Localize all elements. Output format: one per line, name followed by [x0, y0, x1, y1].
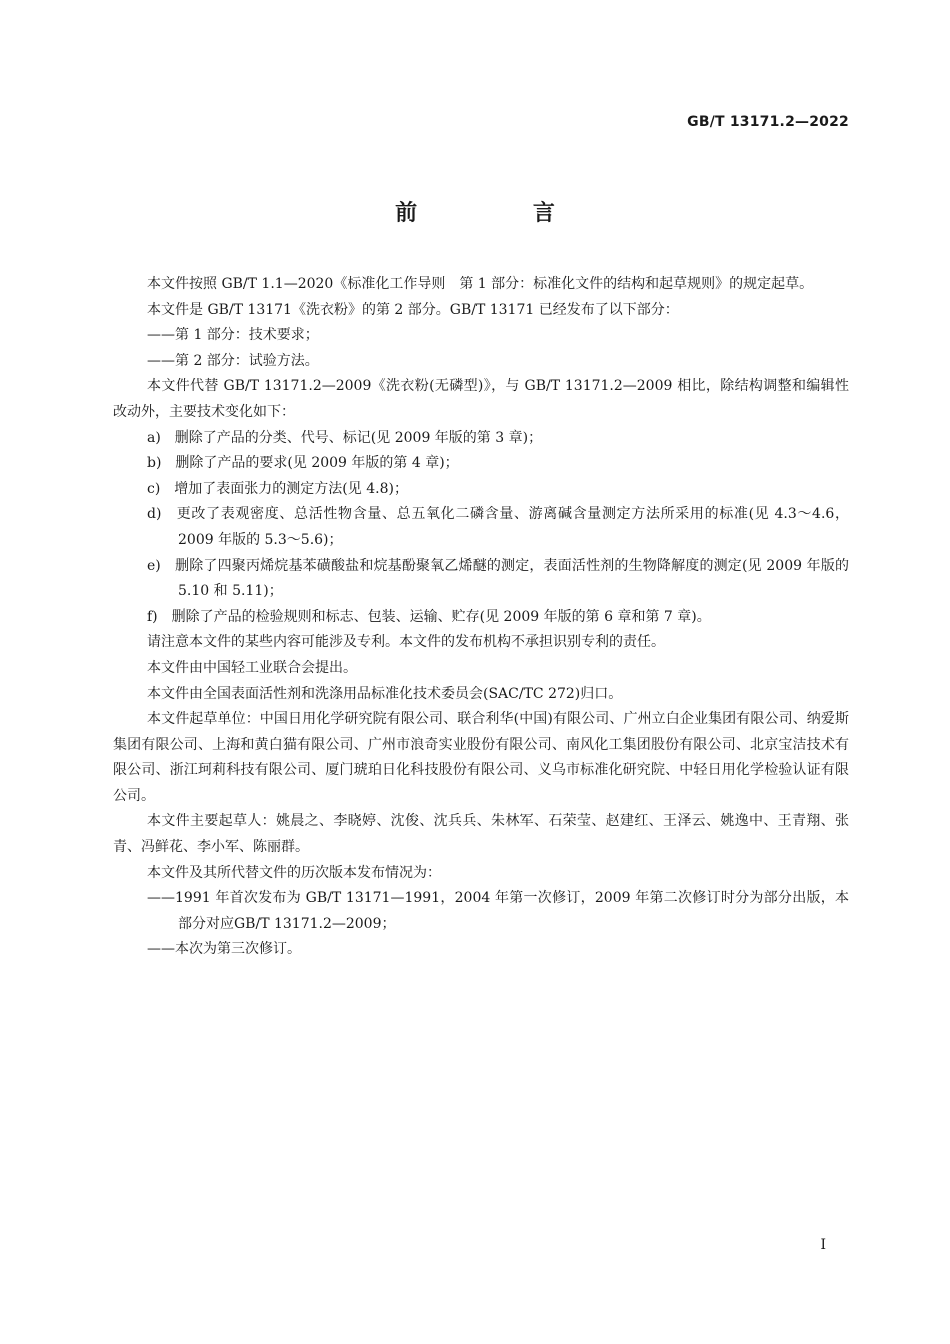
dash-item-current-revision: ——本次为第三次修订。	[147, 941, 301, 958]
paragraph-drafting-rules: 本文件按照 GB/T 1.1—2020《标准化工作导则 第 1 部分：标准化文件的结构和起草规则》的规定起草。	[147, 276, 814, 292]
paragraph-replacement: 本文件代替 GB/T 13171.2—2009《洗衣粉(无磷型)》，与 GB/T 13171.2—2009 相比，除结构调整和编辑性改动外，主要技术变化如下：	[113, 378, 849, 420]
list-item-e: e) 删除了四聚丙烯烷基苯磺酸盐和烷基酚聚氧乙烯醚的测定，表面活性剂的生物降解度的测定(见 2009 年版的 5.10 和 5.11)；	[147, 557, 849, 600]
page-title: 前 言	[395, 201, 609, 226]
page-number: I	[820, 1237, 826, 1253]
paragraph-proposer: 本文件由中国轻工业联合会提出。	[147, 659, 357, 676]
paragraph-history-intro: 本文件及其所代替文件的历次版本发布情况为：	[147, 864, 441, 881]
paragraph-drafters: 本文件主要起草人：姚晨之、李晓婷、沈俊、沈兵兵、朱林军、石荣莹、赵建红、王泽云、姚逸中、王青翔、张青、冯鲜花、李小军、陈丽群。	[113, 813, 849, 856]
document-body	[113, 272, 849, 963]
list-item-c: c) 增加了表面张力的测定方法(见 4.8)；	[147, 480, 408, 497]
list-item-f: f) 删除了产品的检验规则和标志、包装、运输、贮存(见 2009 年版的第 6 章和第 7 章)。	[147, 608, 711, 625]
standard-code: GB/T 13171.2—2022	[687, 114, 849, 130]
dash-item-part2: ——第 2 部分：试验方法。	[147, 352, 319, 369]
list-item-a: a) 删除了产品的分类、代号、标记(见 2009 年版的第 3 章)；	[147, 429, 543, 446]
paragraph-patent-notice: 请注意本文件的某些内容可能涉及专利。本文件的发布机构不承担识别专利的责任。	[147, 634, 665, 651]
dash-item-history: ——1991 年首次发布为 GB/T 13171—1991，2004 年第一次修订，2009 年第二次修订时分为部分出版，本部分对应GB/T 13171.2—2009；	[147, 890, 849, 932]
list-item-d: d) 更改了表观密度、总活性物含量、总五氧化二磷含量、游离碱含量测定方法所采用的标准(见 4.3～4.6，2009 年版的 5.3～5.6)；	[147, 506, 849, 548]
paragraph-committee: 本文件由全国表面活性剂和洗涤用品标准化技术委员会(SAC/TC 272)归口。	[147, 685, 623, 702]
dash-item-part1: ——第 1 部分：技术要求；	[147, 327, 319, 344]
paragraph-drafting-units: 本文件起草单位：中国日用化学研究院有限公司、联合利华(中国)有限公司、广州立白企业集团有限公司、纳爱斯集团有限公司、上海和黄白猫有限公司、广州市浪奇实业股份有限公司、南风化工集团股份有限公司、北京宝洁技术有限公司、浙江珂莉科技有限公司、厦门琥珀日化科技股份有限公司、义乌市标准化研究院、中轻日用化学检验认证有限公司。	[113, 711, 849, 804]
list-item-b: b) 删除了产品的要求(见 2009 年版的第 4 章)；	[147, 455, 459, 472]
paragraph-parts-intro: 本文件是 GB/T 13171《洗衣粉》的第 2 部分。GB/T 13171 已经发布了以下部分：	[147, 301, 679, 318]
